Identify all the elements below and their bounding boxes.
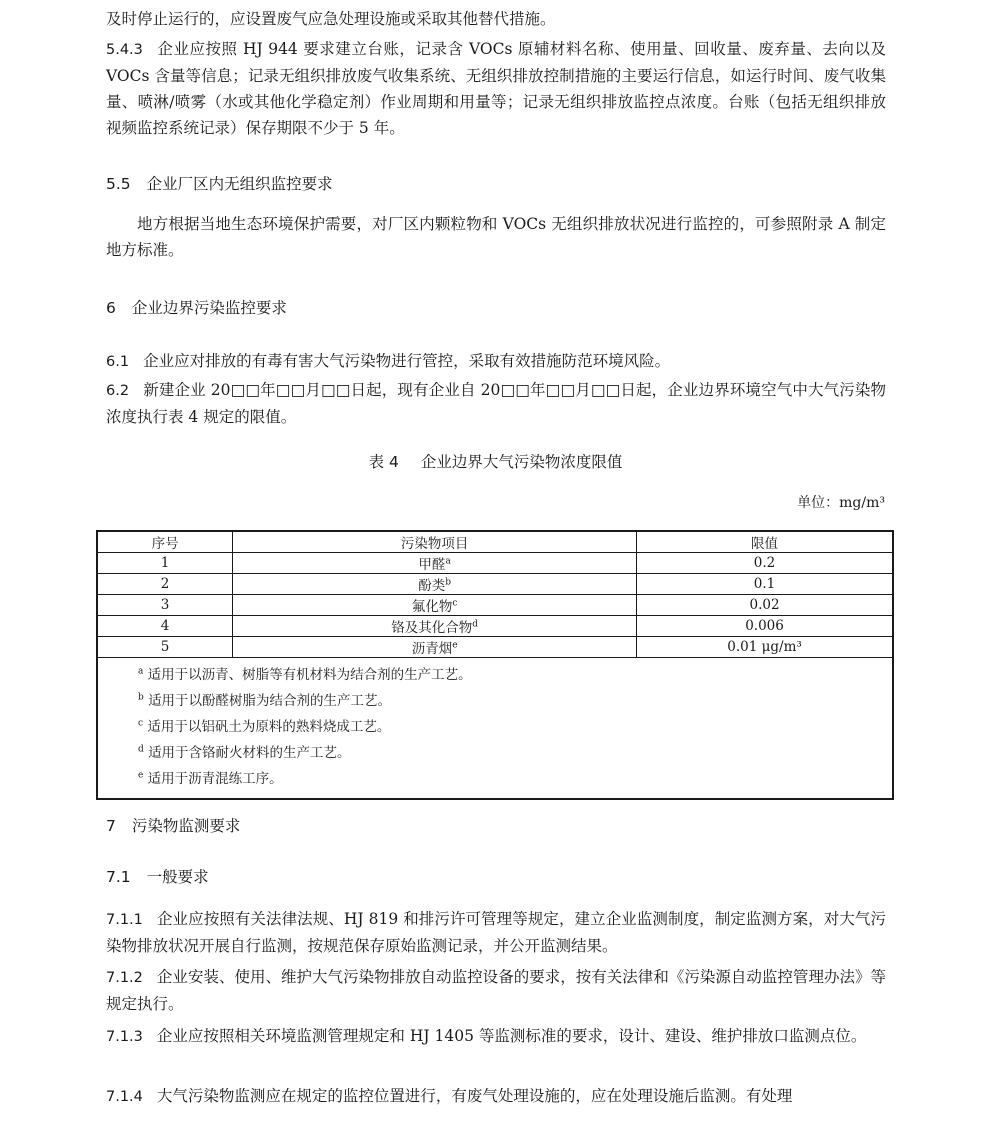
note-text: 适用于以铝矾土为原料的熟料烧成工艺。	[147, 719, 391, 735]
note-text: 适用于含铬耐火材料的生产工艺。	[148, 745, 351, 761]
row-pollutant	[233, 637, 637, 658]
row-index: 2	[97, 574, 233, 595]
clause-number: 7.1.2	[106, 970, 143, 986]
clause-number: 6.2	[106, 383, 130, 399]
row-limit: 0.006	[637, 616, 893, 637]
note-text: 适用于以酚醛树脂为结合剂的生产工艺。	[148, 693, 392, 709]
pollutant-name: 甲醛	[418, 557, 446, 573]
table-note	[138, 766, 892, 792]
table-row	[97, 616, 893, 637]
row-limit: 0.01 μg/m³	[637, 637, 893, 658]
clause-7-1-1	[106, 906, 886, 959]
row-index: 3	[97, 595, 233, 616]
clause-text: 企业应对排放的有毒有害大气污染物进行管控，采取有效措施防范环境风险。	[143, 352, 671, 370]
table-note	[138, 740, 892, 766]
row-limit: 0.1	[637, 574, 893, 595]
footnote-marker: e	[452, 640, 458, 651]
table-number: 表 4	[368, 453, 399, 471]
heading-title: 企业厂区内无组织监控要求	[146, 175, 333, 193]
heading-number: 5.5	[106, 175, 131, 193]
table-row	[97, 574, 893, 595]
clause-7-1-2	[106, 964, 886, 1017]
note-marker: d	[138, 744, 144, 755]
footnote-marker: c	[452, 598, 458, 609]
row-limit: 0.02	[637, 595, 893, 616]
footnote-marker: d	[472, 619, 478, 630]
clause-text: 企业应按照 HJ 944 要求建立台账，记录含 VOCs 原辅材料名称、使用量、回收量、废弃量、去向以及 VOCs 含量等信息；记录无组织排放废气收集系统、无组织排放控制措施的主要运行信息，如运行时间、废气收集量、喷淋/喷雾（水或其他化学稳定剂）作业周期和用量等；记录无组织排放监控点浓度。台账（包括无组织排放视频监控系统记录）保存期限不少于 5 年。	[106, 40, 886, 137]
clause-number: 7.1.1	[106, 912, 143, 928]
heading-number: 6	[106, 299, 116, 317]
row-pollutant	[233, 553, 637, 574]
heading-number: 7.1	[106, 868, 131, 886]
row-limit: 0.2	[637, 553, 893, 574]
pollutant-name: 氟化物	[411, 599, 453, 615]
row-index: 1	[97, 553, 233, 574]
heading-7	[106, 813, 240, 839]
clause-text: 大气污染物监测应在规定的监控位置进行，有废气处理设施的，应在处理设施后监测。有处理	[156, 1087, 793, 1105]
header-pollutant: 污染物项目	[233, 531, 637, 553]
heading-7-1	[106, 864, 209, 890]
heading-number: 7	[106, 817, 116, 835]
footnote-marker: b	[445, 577, 451, 588]
header-limit: 限值	[637, 531, 893, 553]
table-title: 企业边界大气污染物浓度限值	[420, 453, 623, 471]
table-note	[138, 714, 892, 740]
note-marker: e	[138, 770, 144, 781]
note-marker: a	[138, 666, 144, 677]
clause-number: 7.1.3	[106, 1029, 143, 1045]
row-pollutant	[233, 574, 637, 595]
clause-text: 企业应按照有关法律法规、HJ 819 和排污许可管理等规定，建立企业监测制度，制定监测方案，对大气污染物排放状况开展自行监测，按规范保存原始监测记录，并公开监测结果。	[106, 910, 886, 955]
note-marker: c	[138, 718, 144, 729]
clause-text: 企业应按照相关环境监测管理规定和 HJ 1405 等监测标准的要求，设计、建设、维护排放口监测点位。	[156, 1027, 867, 1045]
table-note	[138, 688, 892, 714]
row-index: 5	[97, 637, 233, 658]
note-text: 适用于以沥青、树脂等有机材料为结合剂的生产工艺。	[147, 667, 472, 683]
table-unit: 单位：mg/m³	[797, 495, 885, 511]
table-row	[97, 595, 893, 616]
header-index: 序号	[97, 531, 233, 553]
clause-7-1-4	[106, 1083, 886, 1110]
table-row	[97, 553, 893, 574]
table-notes	[97, 658, 893, 800]
clause-number: 6.1	[106, 354, 130, 370]
clause-7-1-3	[106, 1023, 886, 1050]
heading-6	[106, 295, 287, 321]
pollutant-name: 铬及其化合物	[391, 620, 473, 636]
table-row	[97, 637, 893, 658]
table-note	[138, 662, 892, 688]
row-pollutant	[233, 595, 637, 616]
pollutant-name: 酚类	[418, 578, 446, 594]
table-notes-row	[97, 658, 893, 800]
paragraph-5-5: 地方根据当地生态环境保护需要，对厂区内颗粒物和 VOCs 无组织排放状况进行监控的，可参照附录 A 制定地方标准。	[106, 215, 886, 259]
clause-6-2	[106, 377, 886, 430]
clause-text: 新建企业 20□□年□□月□□日起，现有企业自 20□□年□□月□□日起，企业边界环境空气中大气污染物浓度执行表 4 规定的限值。	[106, 381, 886, 426]
clause-text: 企业安装、使用、维护大气污染物排放自动监控设备的要求，按有关法律和《污染源自动监控管理办法》等规定执行。	[106, 968, 886, 1013]
row-pollutant	[233, 616, 637, 637]
pollutant-name: 沥青烟	[411, 641, 453, 657]
heading-5-5	[106, 171, 333, 197]
table-header-row	[97, 531, 893, 553]
heading-title: 一般要求	[146, 868, 209, 886]
paragraph-5-4-2-end: 及时停止运行的，应设置废气应急处理设施或采取其他替代措施。	[106, 10, 556, 28]
row-index: 4	[97, 616, 233, 637]
clause-6-1	[106, 348, 886, 375]
clause-5-4-3	[106, 36, 886, 141]
clause-number: 5.4.3	[106, 42, 143, 58]
note-marker: b	[138, 692, 144, 703]
heading-title: 污染物监测要求	[131, 817, 241, 835]
note-text: 适用于沥青混练工序。	[147, 771, 283, 787]
limits-table	[96, 530, 894, 800]
heading-title: 企业边界污染监控要求	[131, 299, 287, 317]
footnote-marker: a	[445, 556, 451, 567]
clause-number: 7.1.4	[106, 1089, 143, 1105]
table-caption	[0, 450, 991, 472]
